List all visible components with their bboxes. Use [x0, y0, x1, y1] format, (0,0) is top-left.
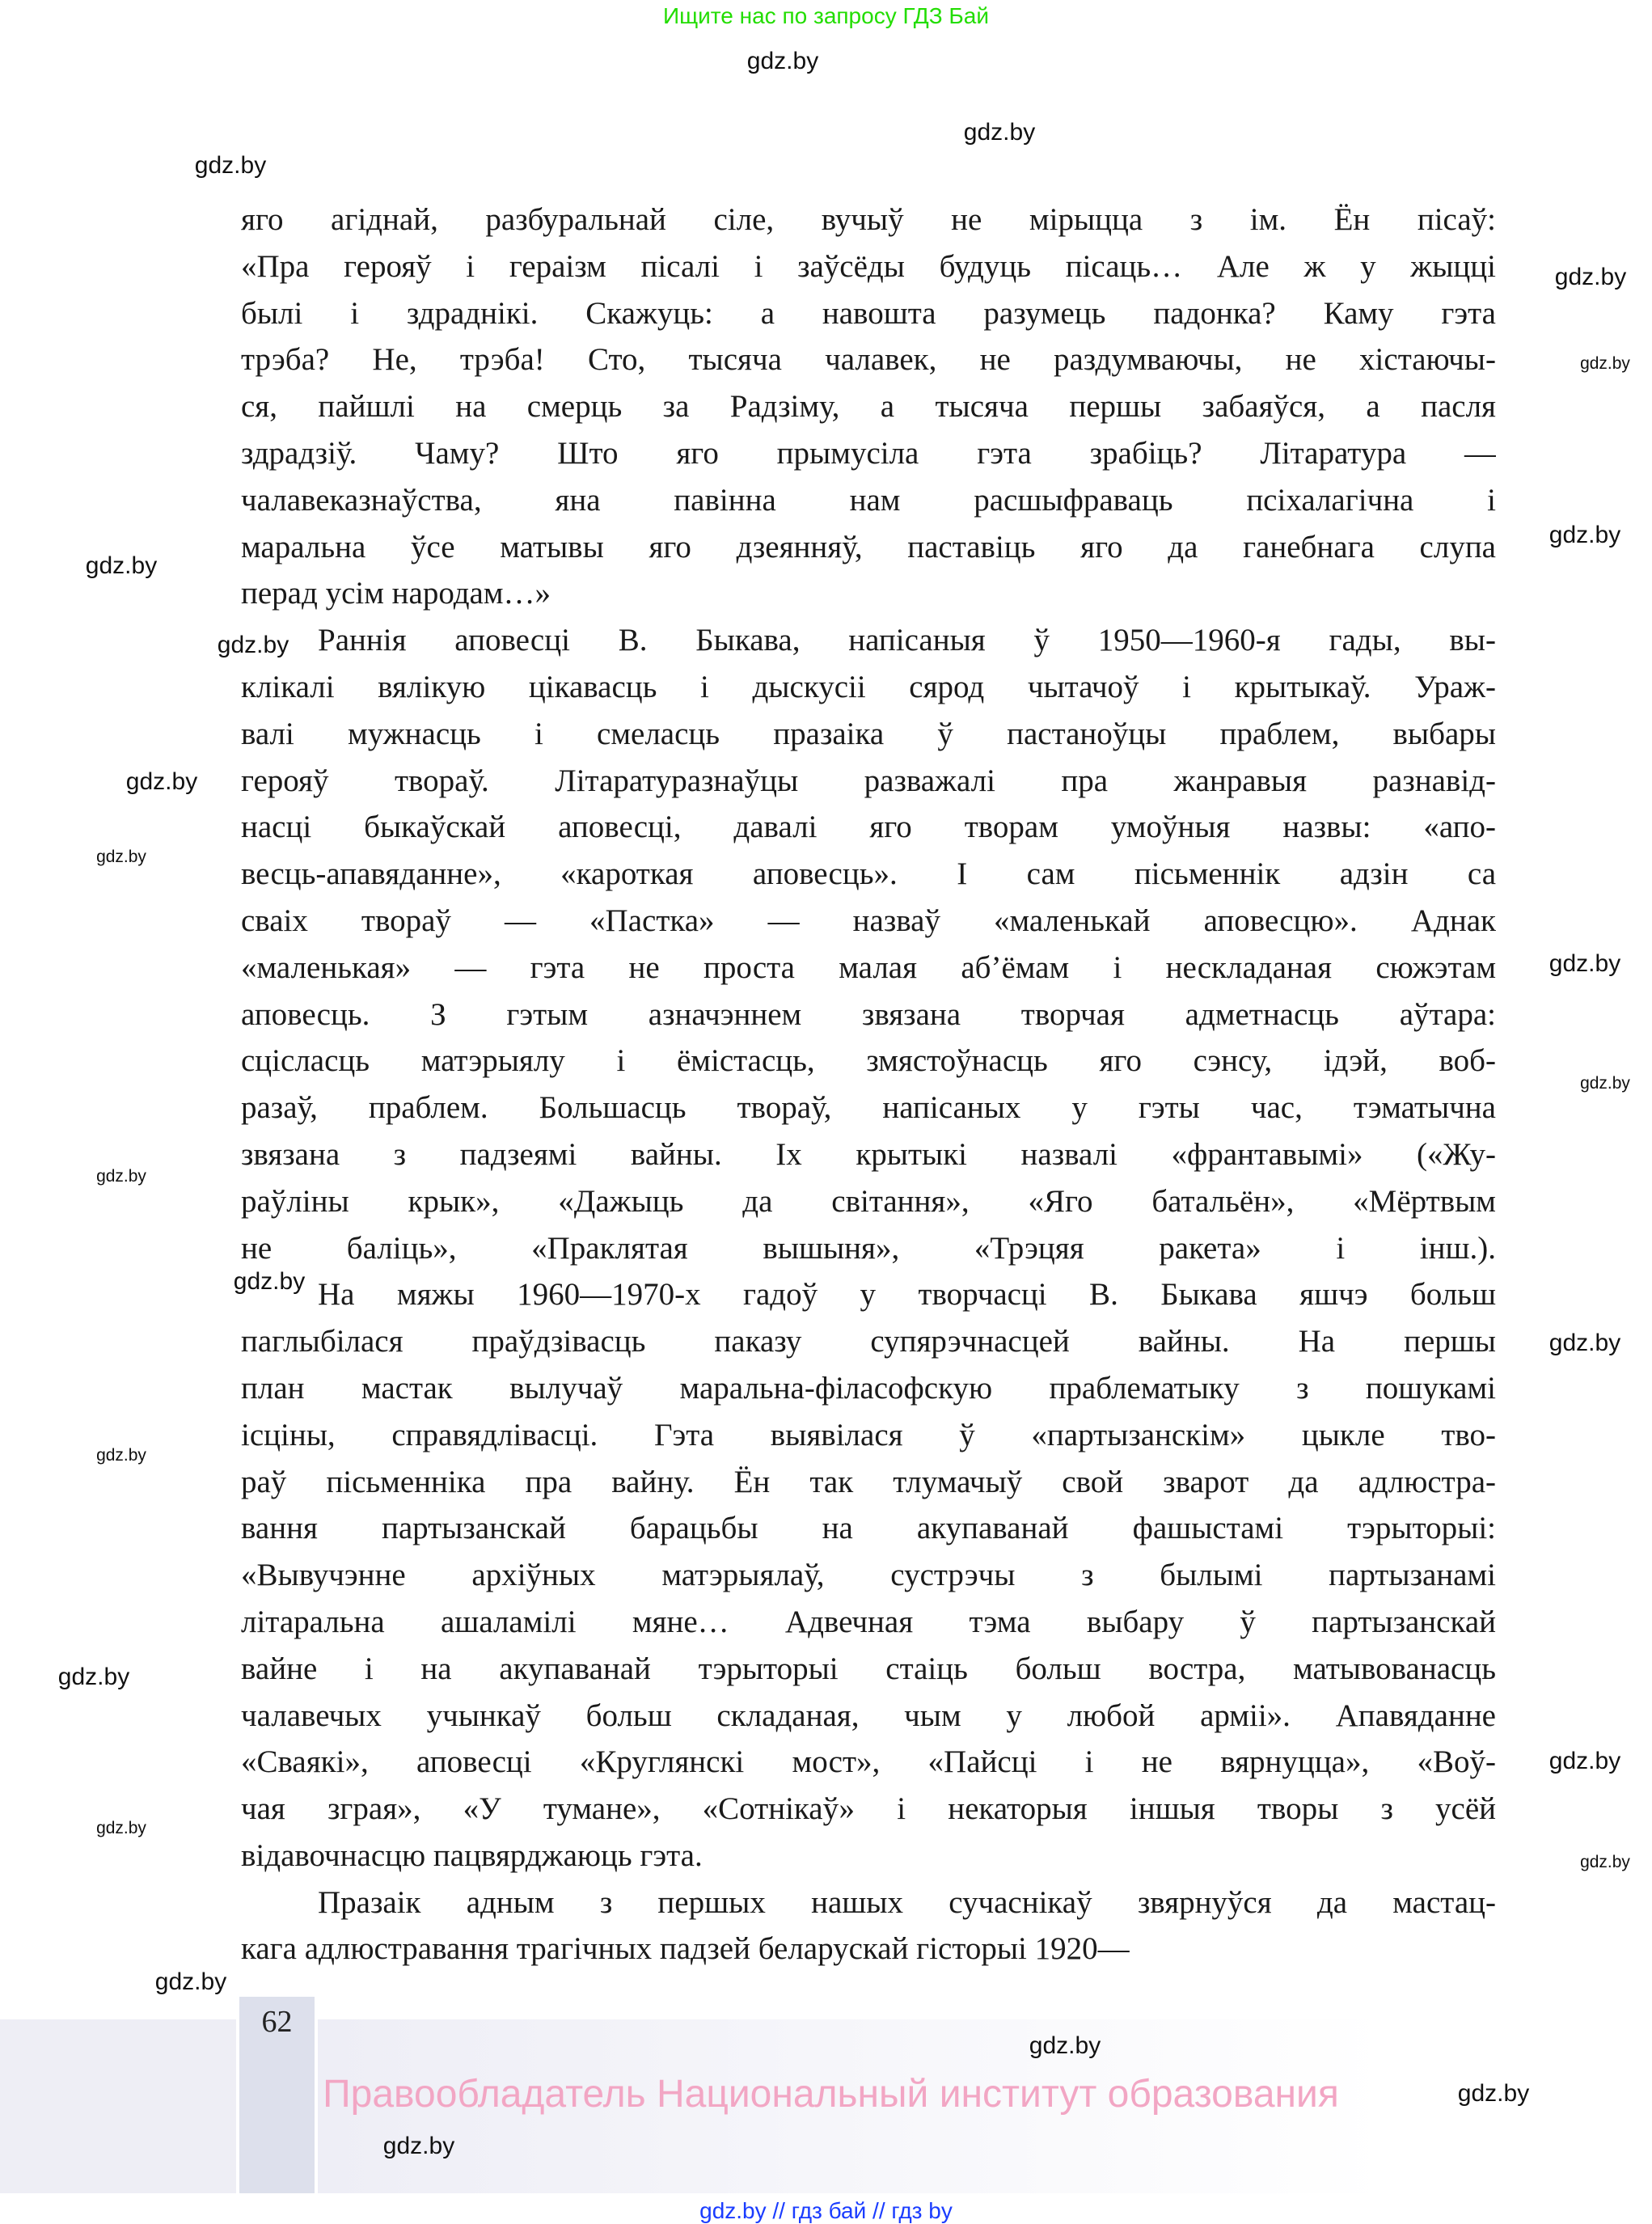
text-line: ісціны, справядлівасці. Гэта выявілася ў «партызанскім» цыкле тво- [241, 1417, 1496, 1452]
watermark: gdz.by [96, 1819, 146, 1837]
watermark: gdz.by [1580, 354, 1630, 373]
page-number: 62 [261, 2005, 293, 2039]
text-line: Раннія аповесці В. Быкава, напісаныя ў 1950—1960-я гады, вы- [318, 623, 1496, 658]
text-line: перад усім народам…» [241, 576, 551, 611]
text-line: чалавечых учынкаў больш складаная, чым у любой арміі». Апавяданне [241, 1698, 1496, 1733]
text-line: чая зграя», «У тумане», «Сотнікаў» і некаторыя іншыя творы з усёй [241, 1791, 1496, 1827]
text-line: раў пісьменніка пра вайну. Ён так тлумачыў свой зварот да адлюстра- [241, 1464, 1496, 1499]
watermark: gdz.by [382, 2133, 455, 2159]
watermark: gdz.by [57, 1664, 130, 1690]
watermark: gdz.by [194, 152, 267, 179]
text-line: здрадзіў. Чаму? Што яго прымусіла гэта зрабіць? Літаратура — [241, 435, 1496, 471]
watermark: gdz.by [96, 1167, 146, 1186]
text-line: Празаік адным з першых нашых сучаснікаў звярнуўся да мастац- [318, 1884, 1496, 1920]
text-line: герояў твораў. Літаратуразнаўцы разважалі пра жанравыя разнавід- [241, 763, 1496, 798]
text-line: відавочнасцю пацвярджаюць гэта. [241, 1837, 703, 1873]
watermark: gdz.by [233, 1268, 306, 1295]
bottom-links[interactable]: gdz.by // гдз бай // гдз by [699, 2198, 953, 2223]
text-line: На мяжы 1960—1970-х гадоў у творчасці В. Быкава яшчэ больш [318, 1277, 1496, 1313]
text-line: чалавеказнаўства, яна павінна нам расшыфраваць псіхалагічна і [241, 482, 1496, 518]
watermark: gdz.by [1580, 1853, 1630, 1871]
text-line: клікалі вялікую цікавасць і дыскусіі сярод чытачоў і крытыкаў. Ураж- [241, 669, 1496, 704]
watermark: gdz.by [96, 848, 146, 866]
watermark: gdz.by [217, 632, 289, 658]
watermark: gdz.by [154, 1968, 227, 1995]
text-line: «Пра герояў і гераізм пісалі і заўсёды будуць пісаць… Але ж у жыцці [241, 248, 1496, 284]
text-line: літаральна ашаламілі мяне… Адвечная тэма выбару ў партызанскай [241, 1604, 1496, 1639]
text-line: сваіх твораў — «Пастка» — назваў «маленькай аповесцю». Аднак [241, 903, 1496, 938]
text-line: паглыбілася праўдзівасць паказу супярэчнасцей вайны. На першы [241, 1324, 1496, 1359]
text-line: сцісласць матэрыялу і ёмістасць, змястоўнасць яго сэнсу, ідэй, воб- [241, 1043, 1496, 1079]
text-line: маральна ўсе матывы яго дзеянняў, паставіць яго да ганебнага слупа [241, 529, 1496, 564]
text-line: звязана з падзеямі вайны. Іх крытыкі назвалі «франтавымі» («Жу- [241, 1136, 1496, 1172]
text-line: кага адлюстравання трагічных падзей беларускай гісторыі 1920— [241, 1931, 1130, 1967]
text-line: трэба? Не, трэба! Сто, тысяча чалавек, не раздумваючы, не хістаючы- [241, 342, 1496, 378]
watermark: gdz.by [1548, 1748, 1621, 1774]
text-line: «маленькая» — гэта не проста малая аб’ёмам і нескладаная сюжэтам [241, 949, 1496, 985]
text-line: раўліны крык», «Дажыць да світання», «Яго батальён», «Мёртвым [241, 1183, 1496, 1219]
watermark: gdz.by [1548, 1330, 1621, 1356]
text-line: «Сваякі», аповесці «Круглянскі мост», «Пайсці і не вярнуцца», «Воў- [241, 1744, 1496, 1780]
text-line: вайне і на акупаванай тэрыторыі стаіць больш востра, матывованасць [241, 1651, 1496, 1686]
body-text [241, 197, 1496, 1972]
watermark: gdz.by [85, 552, 158, 579]
watermark: gdz.by [1548, 522, 1621, 548]
text-line: ся, пайшлі на смерць за Радзіму, а тысяча першы забаяўся, а пасля [241, 389, 1496, 425]
text-line: яго агіднай, разбуральнай сіле, вучыў не мірыцца з ім. Ён пісаў: [241, 202, 1496, 237]
text-line: разаў, праблем. Большасць твораў, напісаных у гэты час, тэматычна [241, 1090, 1496, 1126]
watermark: gdz.by [96, 1446, 146, 1465]
watermark: gdz.by [1029, 2032, 1101, 2059]
text-line: план мастак вылучаў маральна-філасофскую праблематыку з пошукамі [241, 1370, 1496, 1406]
watermark: gdz.by [125, 768, 198, 795]
text-line: «Вывучэнне архіўных матэрыялаў, сустрэчы з былымі партызанамі [241, 1558, 1496, 1593]
watermark: gdz.by [746, 48, 819, 74]
text-line: насці быкаўскай аповесці, давалі яго творам умоўныя назвы: «апо- [241, 810, 1496, 845]
text-line: весць-апавяданне», «кароткая аповесць». І сам пісьменнік адзін са [241, 856, 1496, 892]
watermark: gdz.by [1580, 1074, 1630, 1093]
search-hint: Ищите нас по запросу ГДЗ Бай [662, 3, 990, 28]
text-line: не баліць», «Праклятая вышыня», «Трэцяя ракета» і інш.). [241, 1230, 1496, 1266]
watermark: gdz.by [963, 119, 1036, 146]
rights-holder-notice: Правообладатель Национальный институт образования [323, 2073, 1339, 2116]
text-line: вання партызанскай барацьбы на акупаванай фашыстамі тэрыторыі: [241, 1511, 1496, 1546]
watermark: gdz.by [1548, 950, 1621, 977]
text-line: былі і здраднікі. Скажуць: а навошта разумець падонка? Каму гэта [241, 295, 1496, 331]
text-line: аповесць. З гэтым азначэннем звязана творчая адметнасць аўтара: [241, 996, 1496, 1032]
watermark: gdz.by [1457, 2080, 1530, 2107]
text-line: валі мужнасць і смеласць празаіка ў пастаноўцы праблем, выбары [241, 716, 1496, 751]
watermark: gdz.by [1554, 264, 1627, 290]
